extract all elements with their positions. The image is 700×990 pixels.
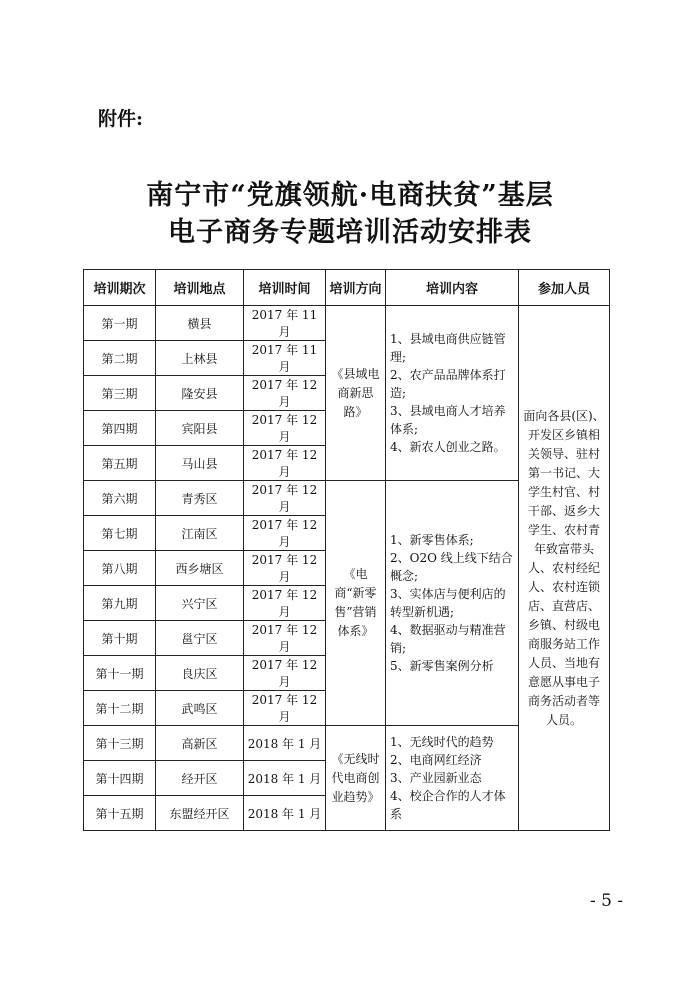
content-item: 1、新零售体系; [390,533,474,547]
content-item: 5、新零售案例分析 [390,659,494,673]
time-cell: 2017 年 11 月 [244,341,326,376]
direction-cell: 《无线时代电商创业趋势》 [326,726,386,831]
location-cell: 江南区 [156,516,244,551]
location-cell: 上林县 [156,341,244,376]
table-header-row [84,270,610,306]
location-cell: 高新区 [156,726,244,761]
time-cell: 2017 年 12 月 [244,411,326,446]
time-cell: 2018 年 1 月 [244,796,326,831]
direction-cell: 《电商“新零售”营销体系》 [326,481,386,726]
header-direction: 培训方向 [326,270,386,306]
location-cell: 兴宁区 [156,586,244,621]
time-cell: 2017 年 12 月 [244,551,326,586]
period-cell: 第四期 [84,411,156,446]
period-cell: 第九期 [84,586,156,621]
content-cell [386,726,519,831]
content-item: 3、实体店与便利店的转型新机遇; [390,587,506,619]
location-cell: 青秀区 [156,481,244,516]
content-list [390,330,514,456]
time-cell: 2017 年 11 月 [244,306,326,341]
time-cell: 2017 年 12 月 [244,481,326,516]
period-cell: 第一期 [84,306,156,341]
period-cell: 第七期 [84,516,156,551]
training-schedule-table [83,269,610,831]
content-item: 4、数据驱动与精准营销; [390,623,506,655]
location-cell: 武鸣区 [156,691,244,726]
content-item: 4、校企合作的人才体系 [390,789,506,821]
location-cell: 隆安县 [156,376,244,411]
location-cell: 横县 [156,306,244,341]
header-time: 培训时间 [244,270,326,306]
period-cell: 第十期 [84,621,156,656]
header-content: 培训内容 [386,270,519,306]
period-cell: 第六期 [84,481,156,516]
period-cell: 第三期 [84,376,156,411]
time-cell: 2017 年 12 月 [244,516,326,551]
header-participants: 参加人员 [519,270,610,306]
period-cell: 第八期 [84,551,156,586]
period-cell: 第十一期 [84,656,156,691]
participants-cell: 面向各县(区)、开发区乡镇相关领导、驻村第一书记、大学生村官、村干部、返乡大学生、农村青年致富带头人、农村经纪人、农村连锁店、直营店、乡镇、村级电商服务站工作人员、当地有意愿从事电子商务活动者等人员。 [519,306,610,831]
content-item: 1、县域电商供应链管理; [390,332,506,364]
content-item: 3、产业园新业态 [390,771,482,785]
content-item: 1、无线时代的趋势 [390,735,494,749]
header-period: 培训期次 [84,270,156,306]
document-title-line-2: 电子商务专题培训活动安排表 [168,217,532,248]
location-cell: 宾阳县 [156,411,244,446]
time-cell: 2018 年 1 月 [244,726,326,761]
period-cell: 第十四期 [84,761,156,796]
time-cell: 2017 年 12 月 [244,656,326,691]
period-cell: 第五期 [84,446,156,481]
content-item: 2、O2O 线上线下结合概念; [390,551,513,583]
location-cell: 良庆区 [156,656,244,691]
header-location: 培训地点 [156,270,244,306]
location-cell: 经开区 [156,761,244,796]
direction-cell: 《县域电商新思路》 [326,306,386,481]
location-cell: 西乡塘区 [156,551,244,586]
content-item: 3、县域电商人才培养体系; [390,404,506,436]
period-cell: 第十五期 [84,796,156,831]
content-list [390,531,514,675]
time-cell: 2017 年 12 月 [244,446,326,481]
time-cell: 2018 年 1 月 [244,761,326,796]
time-cell: 2017 年 12 月 [244,586,326,621]
content-cell [386,481,519,726]
period-cell: 第十三期 [84,726,156,761]
location-cell: 邕宁区 [156,621,244,656]
location-cell: 东盟经开区 [156,796,244,831]
time-cell: 2017 年 12 月 [244,376,326,411]
content-item: 4、新农人创业之路。 [390,440,506,454]
page-number: - 5 - [590,891,624,911]
time-cell: 2017 年 12 月 [244,621,326,656]
period-cell: 第二期 [84,341,156,376]
location-cell: 马山县 [156,446,244,481]
table-row [84,306,610,341]
content-item: 2、农产品品牌体系打造; [390,368,506,400]
period-cell: 第十二期 [84,691,156,726]
attachment-label: 附件: [98,108,144,130]
content-item: 2、电商网红经济 [390,753,482,767]
document-title-line-1: 南宁市“党旗领航·电商扶贫”基层 [146,180,554,211]
time-cell: 2017 年 12 月 [244,691,326,726]
content-list [390,733,514,823]
content-cell [386,306,519,481]
